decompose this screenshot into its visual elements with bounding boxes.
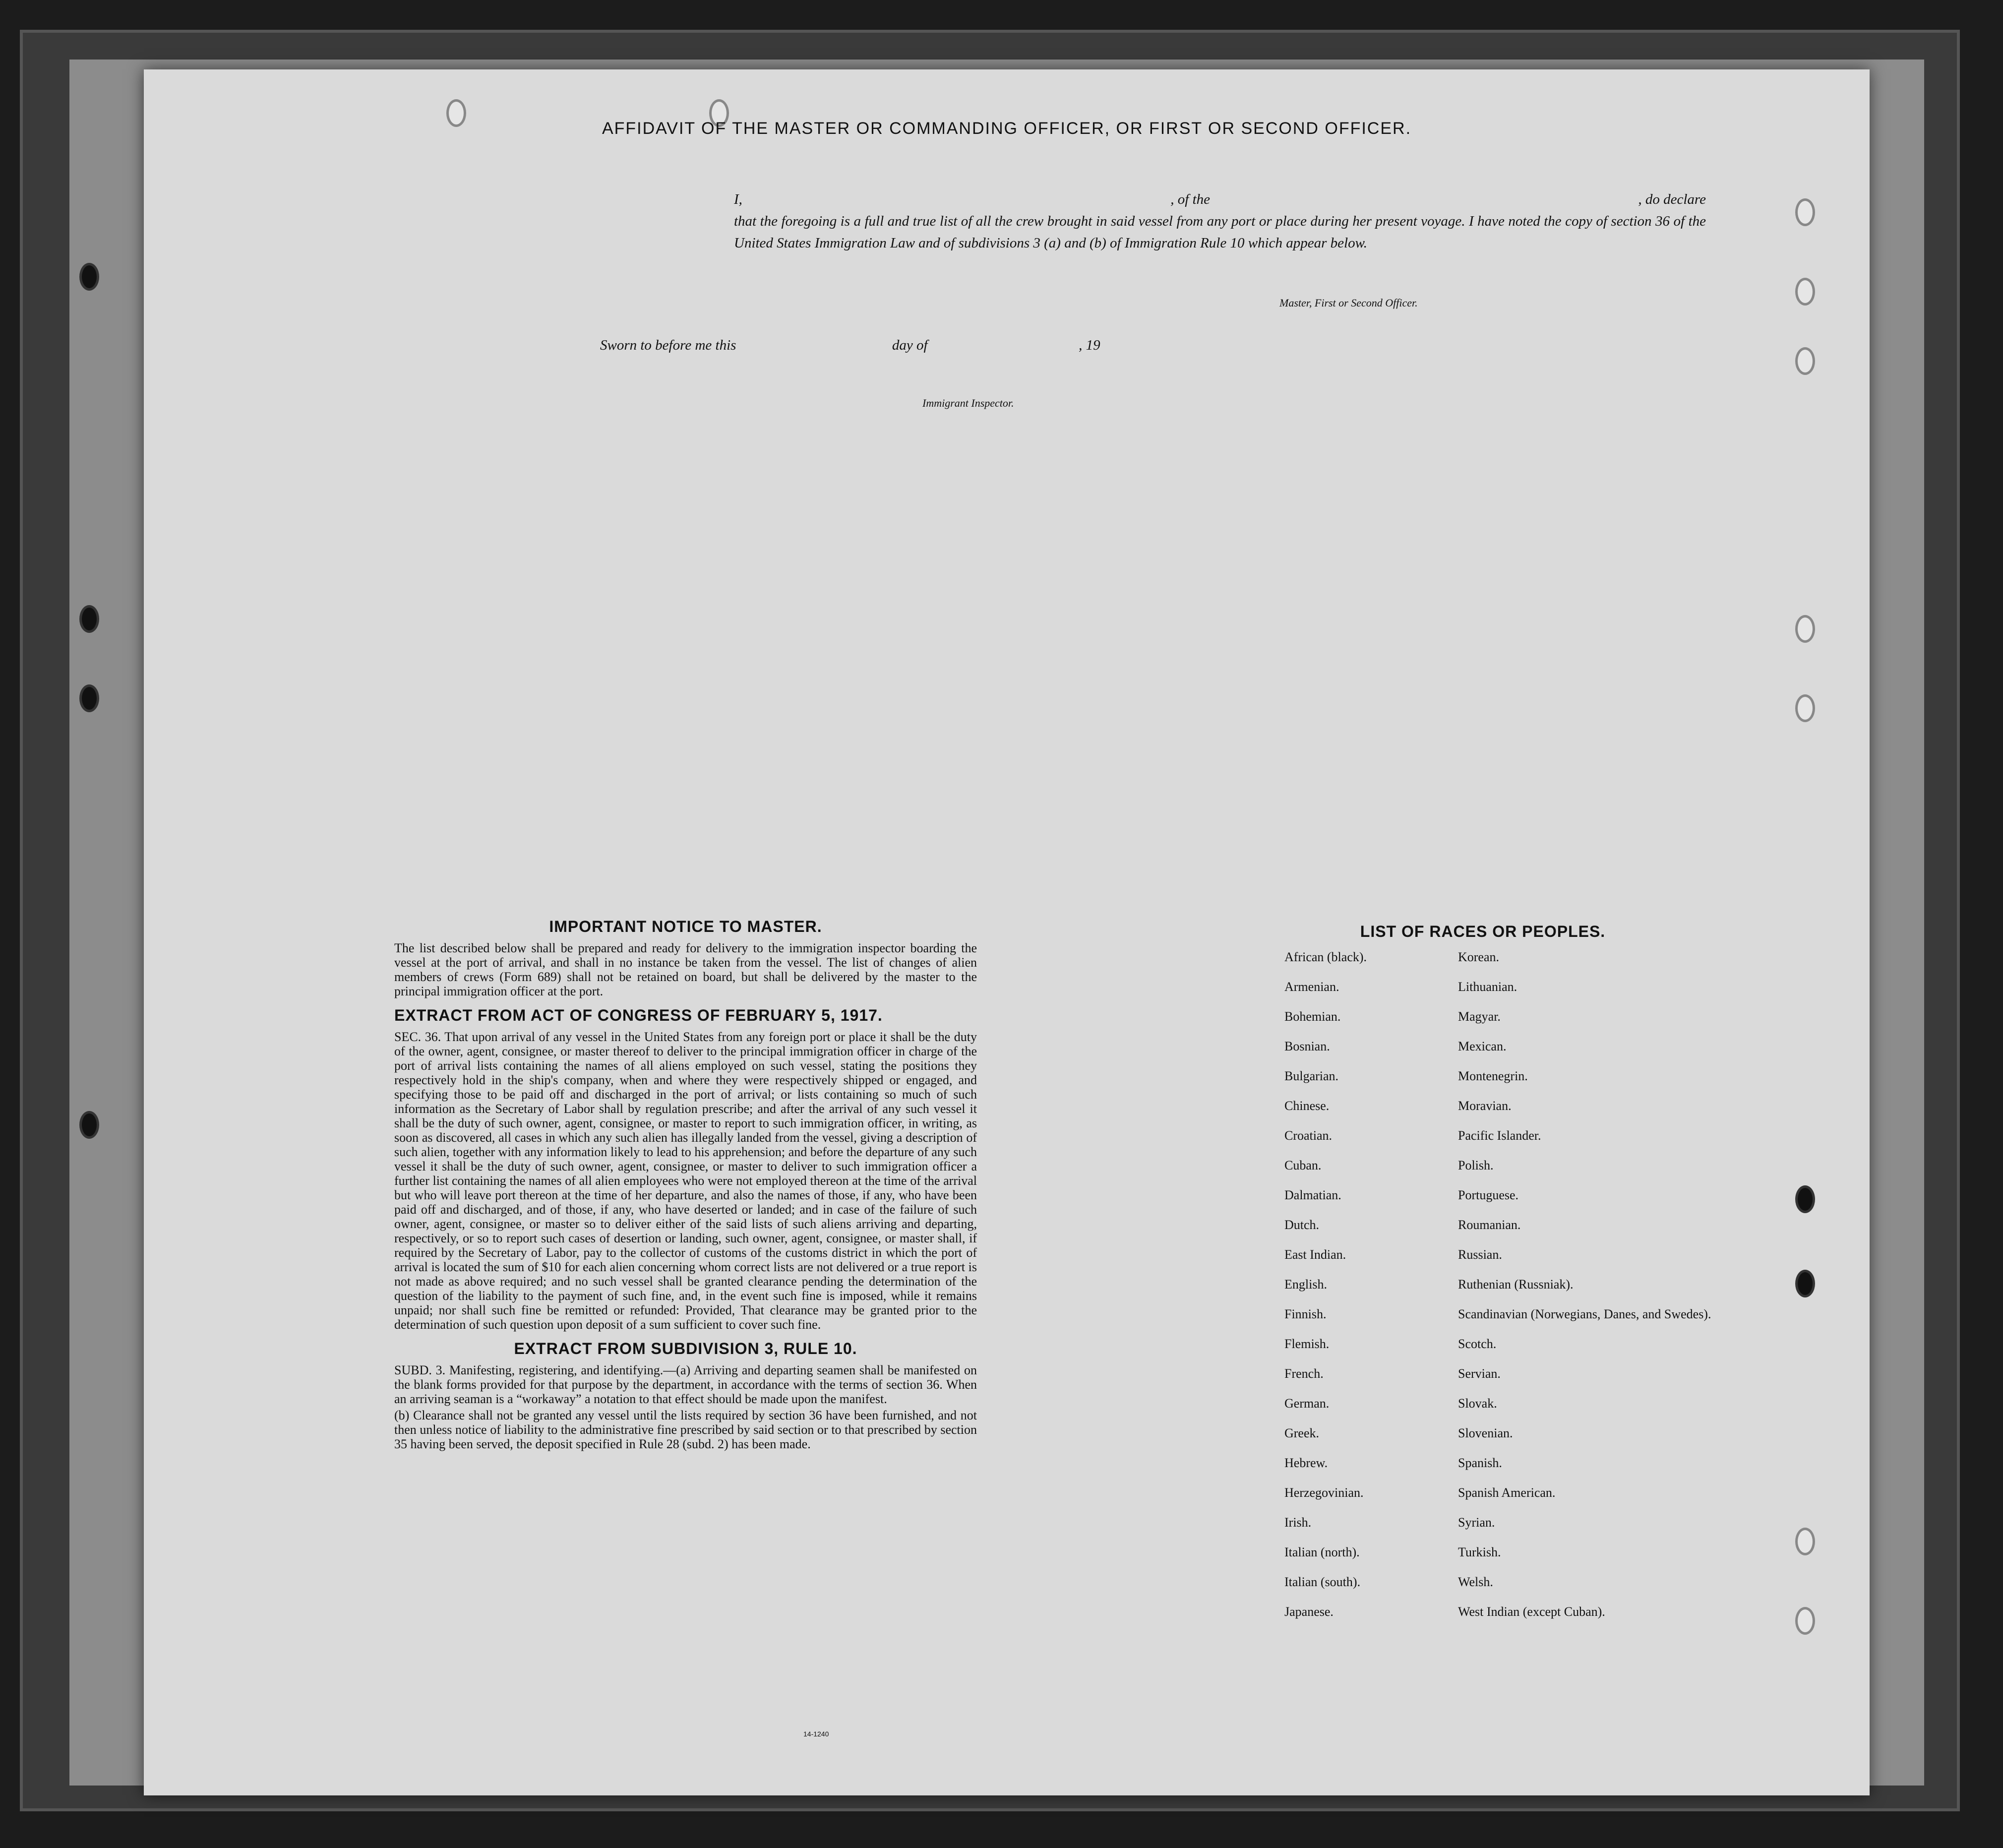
binder-hole	[79, 263, 99, 291]
race-item: Ruthenian (Russniak).	[1458, 1277, 1574, 1292]
race-item: Dalmatian.	[1284, 1188, 1341, 1202]
race-item: German.	[1284, 1396, 1330, 1411]
inspector-signature-label: Immigrant Inspector.	[922, 397, 1014, 409]
race-item: Greek.	[1284, 1426, 1320, 1440]
notice-text: The list described below shall be prepared and ready for delivery to the immigration inspector boarding the vessel at the port of arrival, and shall in no instance be taken from the vessel. The list of changes of alien members of crews (Form 689) shall not be retained on board, but shall be delivered by the master to the principal immigration officer at the port.	[394, 941, 977, 998]
race-item: Chinese.	[1284, 1099, 1330, 1113]
race-item: Spanish American.	[1458, 1485, 1556, 1500]
year-label: , 19	[1079, 337, 1100, 353]
race-item: Pacific Islander.	[1458, 1128, 1541, 1143]
binder-hole	[79, 684, 99, 712]
affidavit-i: I,	[734, 191, 742, 207]
binder-hole	[1795, 1528, 1815, 1555]
race-item: Slovak.	[1458, 1396, 1497, 1411]
race-item: West Indian (except Cuban).	[1458, 1604, 1605, 1619]
affidavit-text: that the foregoing is a full and true list of all the crew brought in said vessel from any port or place during her present voyage. I have noted the copy of section 36 of the United States Immigration Law and of subdivisions 3 (a) and (b) of Immigration Rule 10 which appear below.	[734, 213, 1706, 251]
race-item: Dutch.	[1284, 1218, 1320, 1232]
race-item: Bulgarian.	[1284, 1069, 1339, 1083]
act-extract-text: SEC. 36. That upon arrival of any vessel in the United States from any foreign port or place it shall be the duty of the owner, agent, consignee, or master thereof to deliver to the principal immigration officer in charge of the port of arrival lists containing the names of all aliens employed on such vessel, stating the positions they respectively hold in the ship's company, when and where they were respectively shipped or engaged, and specifying those to be paid off and discharged in the port of arrival; or lists containing so much of such information as the Secretary of Labor shall by regulation prescribe; and after the arrival of any such vessel it shall be the duty of such owner, agent, consignee, or master to report to such immigration officer, in writing, as soon as discovered, all cases in which any such alien has illegally landed from the vessel, giving a description of such alien, together with any information likely to lead to his apprehension; and before the departure of any such vessel it shall be the duty of such owner, agent, consignee, or master to deliver to such immigration officer a further list containing the names of all alien employees who were not employed thereon at the time of the arrival but who will leave port thereon at the time of her departure, and also the names of those, if any, who have been paid off and discharged, and of those, if any, who have deserted or landed; and in case of the failure of such owner, agent, consignee, or master so to deliver either of the said lists of such aliens arriving and departing, respectively, or so to report such cases of desertion or landing, such owner, agent, consignee, or master shall, if required by the Secretary of Labor, pay to the collector of customs of the customs district in which the port of arrival is located the sum of $10 for each alien concerning whom correct lists are not delivered or a true report is not made as above required; and no such vessel shall be granted clearance pending the determination of the question of the liability to the payment of such fine, and, in the event such fine is imposed, while it remains unpaid; nor shall such fine be remitted or refunded: Provided, That clearance may be granted prior to the determination of such question upon deposit of a sum sufficient to cover such fine.	[394, 1030, 977, 1332]
race-item: Welsh.	[1458, 1575, 1493, 1589]
affidavit-of-the: , of the	[1170, 191, 1211, 207]
binder-hole	[1795, 1270, 1815, 1297]
race-item: English.	[1284, 1277, 1327, 1292]
races-heading: LIST OF RACES OR PEOPLES.	[1360, 923, 1606, 940]
race-item: Cuban.	[1284, 1158, 1322, 1172]
race-item: Herzegovinian.	[1284, 1485, 1364, 1500]
notice-column	[394, 918, 977, 1459]
race-item: Montenegrin.	[1458, 1069, 1528, 1083]
binder-hole	[1795, 278, 1815, 306]
races-left-column	[1284, 950, 1458, 1634]
race-item: Portuguese.	[1458, 1188, 1519, 1202]
race-item: Japanese.	[1284, 1604, 1334, 1619]
race-item: Magyar.	[1458, 1009, 1501, 1024]
rule-extract-heading: EXTRACT FROM SUBDIVISION 3, RULE 10.	[514, 1340, 857, 1357]
race-item: Polish.	[1458, 1158, 1494, 1172]
race-item: Turkish.	[1458, 1545, 1501, 1559]
race-item: Scotch.	[1458, 1337, 1497, 1351]
binder-hole	[79, 1111, 99, 1139]
race-item: Roumanian.	[1458, 1218, 1521, 1232]
race-item: Hebrew.	[1284, 1456, 1328, 1470]
race-item: Spanish.	[1458, 1456, 1502, 1470]
binder-hole	[1795, 1185, 1815, 1213]
binder-hole	[1795, 1607, 1815, 1635]
race-item: Russian.	[1458, 1247, 1502, 1262]
race-item: Servian.	[1458, 1366, 1501, 1381]
race-item: Italian (south).	[1284, 1575, 1361, 1589]
race-item: Armenian.	[1284, 980, 1339, 994]
race-item: French.	[1284, 1366, 1324, 1381]
affidavit-title: AFFIDAVIT OF THE MASTER OR COMMANDING OFFICER, OR FIRST OR SECOND OFFICER.	[602, 119, 1412, 138]
race-item: Bosnian.	[1284, 1039, 1330, 1053]
affidavit-do-declare: , do declare	[1638, 191, 1706, 207]
race-item: Lithuanian.	[1458, 980, 1517, 994]
race-item: Moravian.	[1458, 1099, 1512, 1113]
race-item: Croatian.	[1284, 1128, 1333, 1143]
race-item: Scandinavian (Norwegians, Danes, and Swedes).	[1458, 1307, 1711, 1321]
document-page	[144, 69, 1870, 1795]
sworn-line	[600, 337, 1100, 354]
binder-hole	[79, 605, 99, 633]
races-right-column	[1458, 950, 1711, 1634]
race-item: Slovenian.	[1458, 1426, 1513, 1440]
race-item: Italian (north).	[1284, 1545, 1360, 1559]
races-list	[1284, 923, 1711, 1634]
binder-hole	[1795, 615, 1815, 643]
rule-extract-text-b: (b) Clearance shall not be granted any vessel until the lists required by section 36 have been furnished, and not then unless notice of liability to the administrative fine prescribed by said section or to that prescribed by section 35 having been served, the deposit specified in Rule 28 (subd. 2) has been made.	[394, 1408, 977, 1451]
race-item: Flemish.	[1284, 1337, 1330, 1351]
race-item: Irish.	[1284, 1515, 1312, 1530]
race-item: Finnish.	[1284, 1307, 1327, 1321]
day-of-label: day of	[892, 337, 928, 353]
notice-heading: IMPORTANT NOTICE TO MASTER.	[549, 918, 822, 935]
master-signature-label: Master, First or Second Officer.	[1279, 297, 1418, 309]
race-item: Mexican.	[1458, 1039, 1507, 1053]
binder-hole	[1795, 347, 1815, 375]
race-item: Syrian.	[1458, 1515, 1495, 1530]
sworn-label: Sworn to before me this	[600, 337, 736, 353]
rule-extract-text-a: SUBD. 3. Manifesting, registering, and identifying.—(a) Arriving and departing seamen shall be manifested on the blank forms provided for that purpose by the department, in accordance with the terms of section 36. When an arriving seaman is a “workaway” a notation to that effect should be made upon the manifest.	[394, 1363, 977, 1406]
affidavit-body	[546, 188, 1815, 254]
form-number: 14-1240	[803, 1730, 829, 1738]
race-item: African (black).	[1284, 950, 1367, 964]
binder-hole	[1795, 694, 1815, 722]
race-item: Korean.	[1458, 950, 1500, 964]
race-item: East Indian.	[1284, 1247, 1346, 1262]
race-item: Bohemian.	[1284, 1009, 1341, 1024]
affidavit-declaration-line	[734, 188, 1706, 210]
act-extract-heading: EXTRACT FROM ACT OF CONGRESS OF FEBRUARY 5, 1917.	[394, 1006, 883, 1024]
